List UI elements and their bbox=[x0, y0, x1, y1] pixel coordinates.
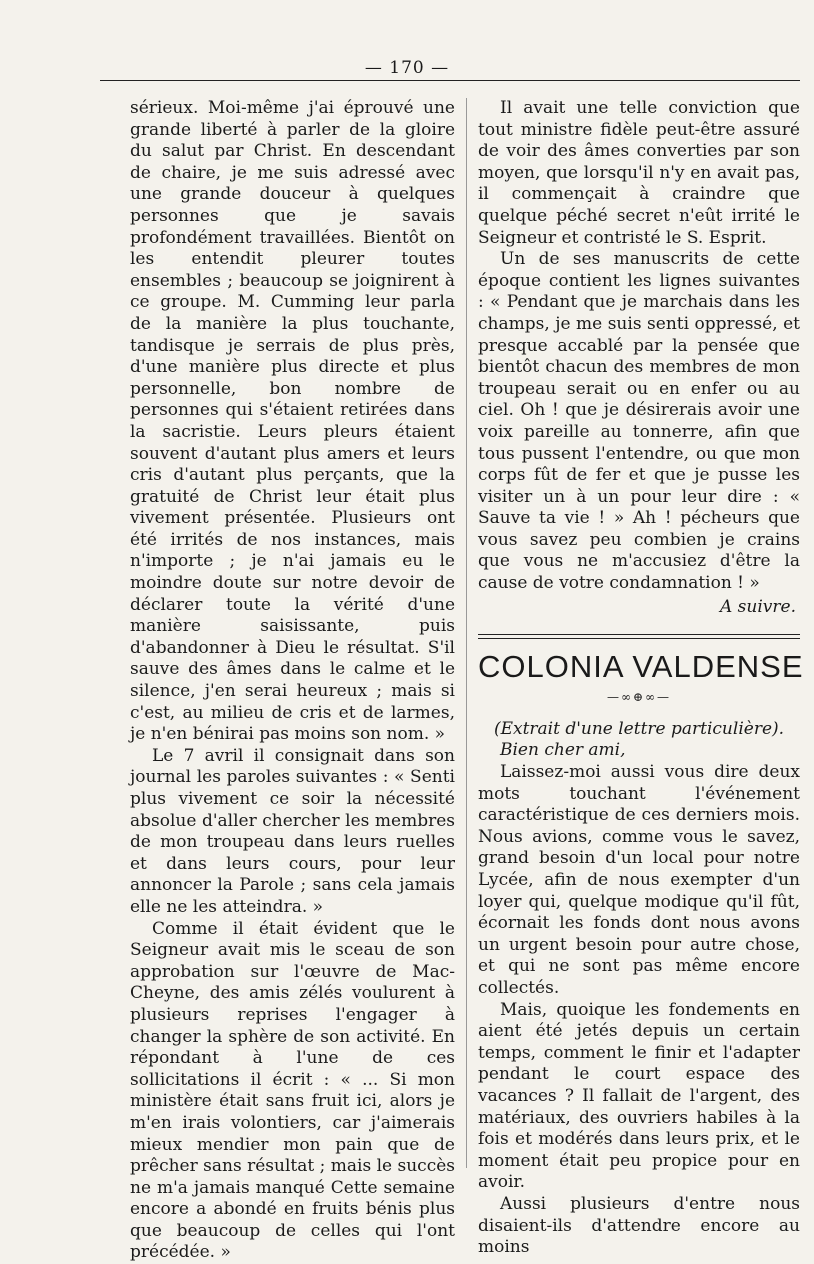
letter-paragraph: Aussi plusieurs d'entre nous disaient-ils d'attendre encore au moins bbox=[478, 1193, 800, 1258]
page-number: — 170 — bbox=[364, 58, 450, 78]
left-column bbox=[130, 98, 455, 1264]
salutation: Bien cher ami, bbox=[500, 740, 626, 761]
header-rule bbox=[100, 80, 800, 81]
section-title: COLONIA VALDENSE bbox=[478, 649, 804, 685]
continuation-note: A suivre. bbox=[720, 596, 796, 617]
column-divider bbox=[466, 98, 467, 1168]
paragraph: sérieux. Moi-même j'ai éprouvé une grande liberté à parler de la gloire du salut par Christ. En descendant de chaire, je me suis adressé avec une grande douceur à quelques personnes que je savais profondément travaillées. Bientôt on les entendit pleurer toutes ensembles ; beaucoup se joignirent à ce groupe. M. Cumming leur parla de la manière la plus touchante, tandisque je serrais de plus près, d'une manière plus directe et plus personnelle, bon nombre de personnes qui s'étaient retirées dans la sacristie. Leurs pleurs étaient souvent d'autant plus amers et leurs cris d'autant plus perçants, que la gratuité de Christ leur était plus vivement présentée. Plusieurs ont été irrités de nos instances, mais n'importe ; je n'ai jamais eu le moindre doute sur notre devoir de déclarer toute la vérité d'une manière saisissante, puis d'abandonner à Dieu le résultat. S'il sauve des âmes dans le calme et le silence, j'en serai heureux ; mais si c'est, au milieu de cris et de larmes, je n'en bénirai pas moins son nom. » bbox=[130, 98, 455, 745]
right-column bbox=[478, 98, 804, 1259]
section-rule bbox=[478, 634, 800, 639]
letter-paragraph: Mais, quoique les fondements en aient été jetés depuis un certain temps, comment le finir et l'adapter pendant le court espace des vacances ? Il fallait de l'argent, des matériaux, des ouvriers habiles à la fois et modérés dans leurs prix, et le moment était peu propice pour en avoir. bbox=[478, 999, 800, 1193]
paragraph: Un de ses manuscrits de cette époque contient les lignes suivantes : « Pendant que je marchais dans les champs, je me suis senti oppressé, et presque accablé par la pensée que bientôt chacun des membres de mon troupeau serait ou en enfer ou au ciel. Oh ! que je désirerais avoir une voix pareille au tonnerre, afin que tous pussent l'entendre, ou que mon corps fût de fer et que je pusse les visiter un à un pour leur dire : « Sauve ta vie ! » Ah ! pécheurs que vous savez peu combien je crains que vous ne m'accusiez d'être la cause de votre condamnation ! » bbox=[478, 249, 800, 594]
ornament: —∞⊕∞— bbox=[606, 690, 672, 705]
letter-paragraph: Laissez-moi aussi vous dire deux mots touchant l'événement caractéristique de ces derniers mois. Nous avions, comme vous le savez, grand besoin d'un local pour notre Lycée, afin de nous exempter d'un loyer qui, quelque modique qu'il fût, écornait les fonds dont nous avons un urgent besoin pour autre chose, et qui ne sont pas même encore collectés. bbox=[478, 762, 800, 998]
paragraph: Le 7 avril il consignait dans son journal les paroles suivantes : « Senti plus vivement ce soir la nécessité absolue d'aller chercher les membres de mon troupeau dans leurs ruelles et dans leurs cours, pour leur annoncer la Parole ; sans cela jamais elle ne les atteindra. » bbox=[130, 745, 455, 917]
paragraph: Il avait une telle conviction que tout ministre fidèle peut-être assuré de voir des âmes converties par son moyen, que lorsqu'il n'y en avait pas, il commençait à craindre que quelque péché secret n'eût irrité le Seigneur et contristé le S. Esprit. bbox=[478, 98, 800, 248]
extract-note: (Extrait d'une lettre particulière). bbox=[493, 718, 785, 739]
paragraph: Comme il était évident que le Seigneur avait mis le sceau de son approbation sur l'œuvre de Mac-Cheyne, des amis zélés voulurent à plusieurs reprises l'engager à changer la sphère de son activité. En répondant à l'une de ces sollicitations il écrit : « ... Si mon ministère était sans fruit ici, alors je m'en irais volontiers, car j'aimerais mieux mendier mon pain que de prêcher sans résultat ; mais le succès ne m'a jamais manqué Cette semaine encore a abondé en fruits bénis plus que beaucoup de celles qui l'ont précédée. » bbox=[130, 918, 455, 1263]
